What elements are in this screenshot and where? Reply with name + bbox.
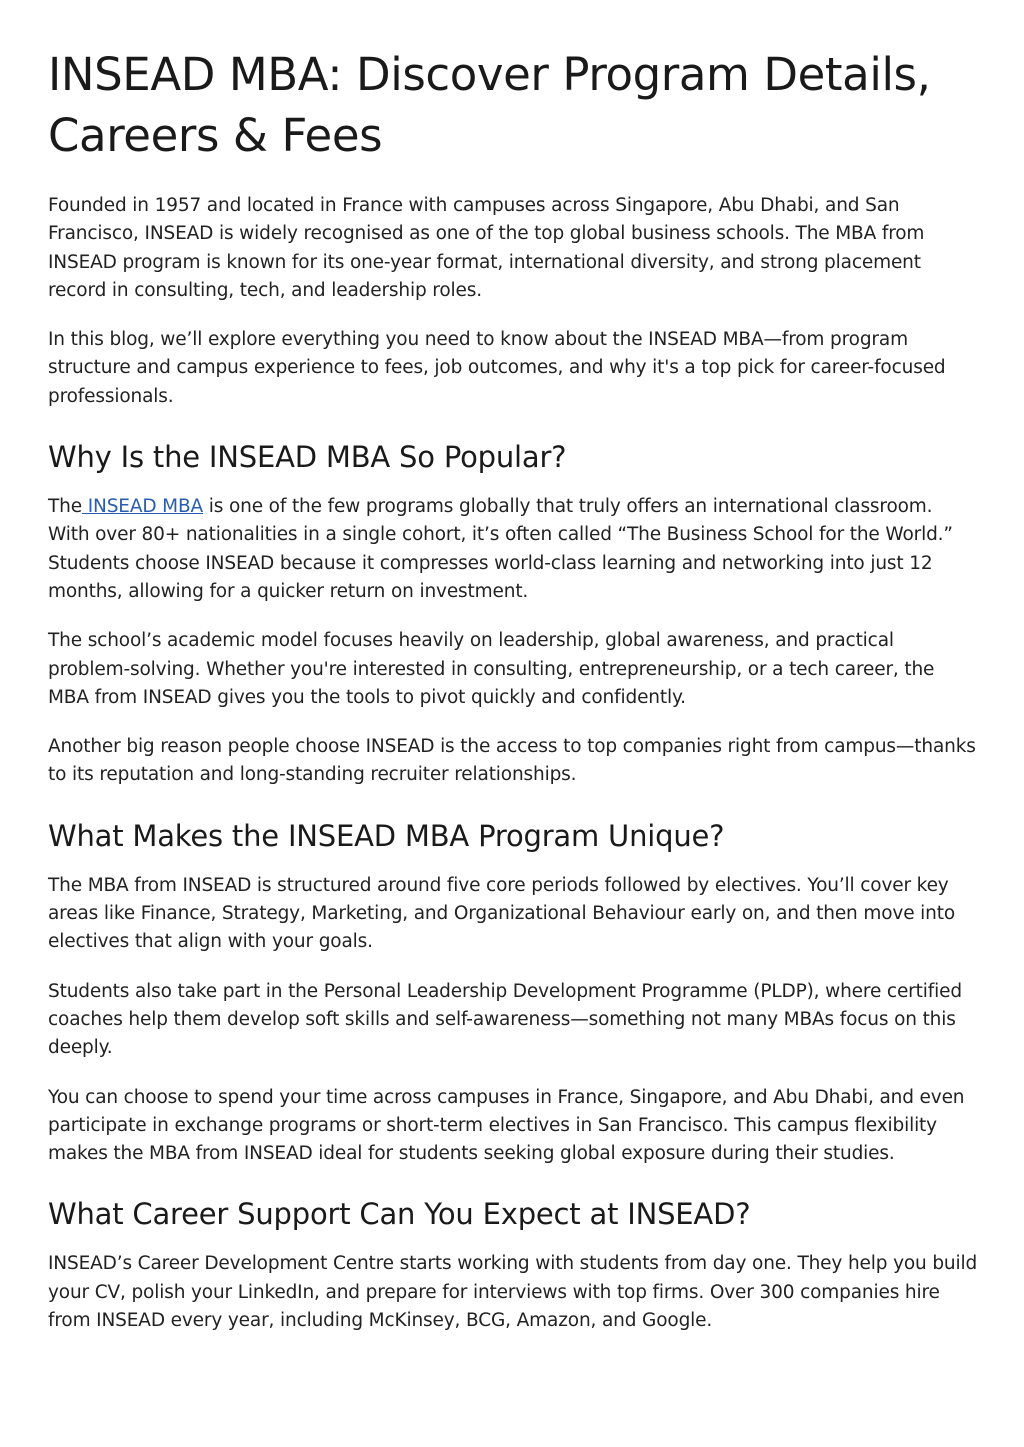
insead-mba-link[interactable]: INSEAD MBA — [81, 496, 204, 518]
unique-paragraph-1: The MBA from INSEAD is structured around five core periods followed by electives. You’ll cover key areas like Finance, Strategy, Marketing, and Organizational Behaviour early on, and then move into electives that align with your goals. — [48, 874, 956, 953]
intro-paragraph-1: Founded in 1957 and located in France with campuses across Singapore, Abu Dhabi, and San Francisco, INSEAD is widely recognised as one of the top global business schools. The MBA from INSEAD program is known for its one-year format, international diversity, and strong placement record in consulting, tech, and leadership roles. — [48, 195, 925, 301]
page-title: INSEAD MBA: Discover Program Details, Careers & Fees — [48, 48, 931, 162]
article — [48, 44, 978, 1356]
unique-paragraph-3: You can choose to spend your time across campuses in France, Singapore, and Abu Dhabi, and even participate in exchange programs or short-term electives in San Francisco. This campus flexibility makes the MBA from INSEAD ideal for students seeking global exposure during their studies. — [48, 1086, 965, 1165]
section-heading-unique: What Makes the INSEAD MBA Program Unique? — [48, 818, 725, 853]
intro-paragraph-2: In this blog, we’ll explore everything you need to know about the INSEAD MBA—from program structure and campus experience to fees, job outcomes, and why it's a top pick for career-focused professionals. — [48, 329, 946, 407]
popular-paragraph-1 — [48, 493, 978, 606]
unique-paragraph-2: Students also take part in the Personal Leadership Development Programme (PLDP), where certified coaches help them develop soft skills and self-awareness—something not many MBAs focus on this deeply. — [48, 980, 962, 1059]
popular-paragraph-3: Another big reason people choose INSEAD is the access to top companies right from campus—thanks to its reputation and long-standing recruiter relationships. — [48, 736, 976, 786]
popular-paragraph-1-rest: is one of the few programs globally that truly offers an international classroom. With over 80+ nationalities in a single cohort, it’s often called “The Business School for the World.” Students choose INSEAD because it compresses world-class learning and networking into just 12 months, allowing for a quicker return on investment. — [48, 496, 953, 602]
section-heading-popular: Why Is the INSEAD MBA So Popular? — [48, 440, 567, 475]
section-heading-career: What Career Support Can You Expect at INSEAD? — [48, 1197, 751, 1232]
career-paragraph-1: INSEAD’s Career Development Centre starts working with students from day one. They help you build your CV, polish your LinkedIn, and prepare for interviews with top firms. Over 300 companies hire from INSEAD every year, including McKinsey, BCG, Amazon, and Google. — [48, 1253, 978, 1332]
popular-paragraph-1-prefix: The — [48, 496, 82, 518]
popular-paragraph-2: The school’s academic model focuses heavily on leadership, global awareness, and practical problem-solving. Whether you're interested in consulting, entrepreneurship, or a tech career, the MBA from INSEAD gives you the tools to pivot quickly and confidently. — [48, 630, 935, 708]
